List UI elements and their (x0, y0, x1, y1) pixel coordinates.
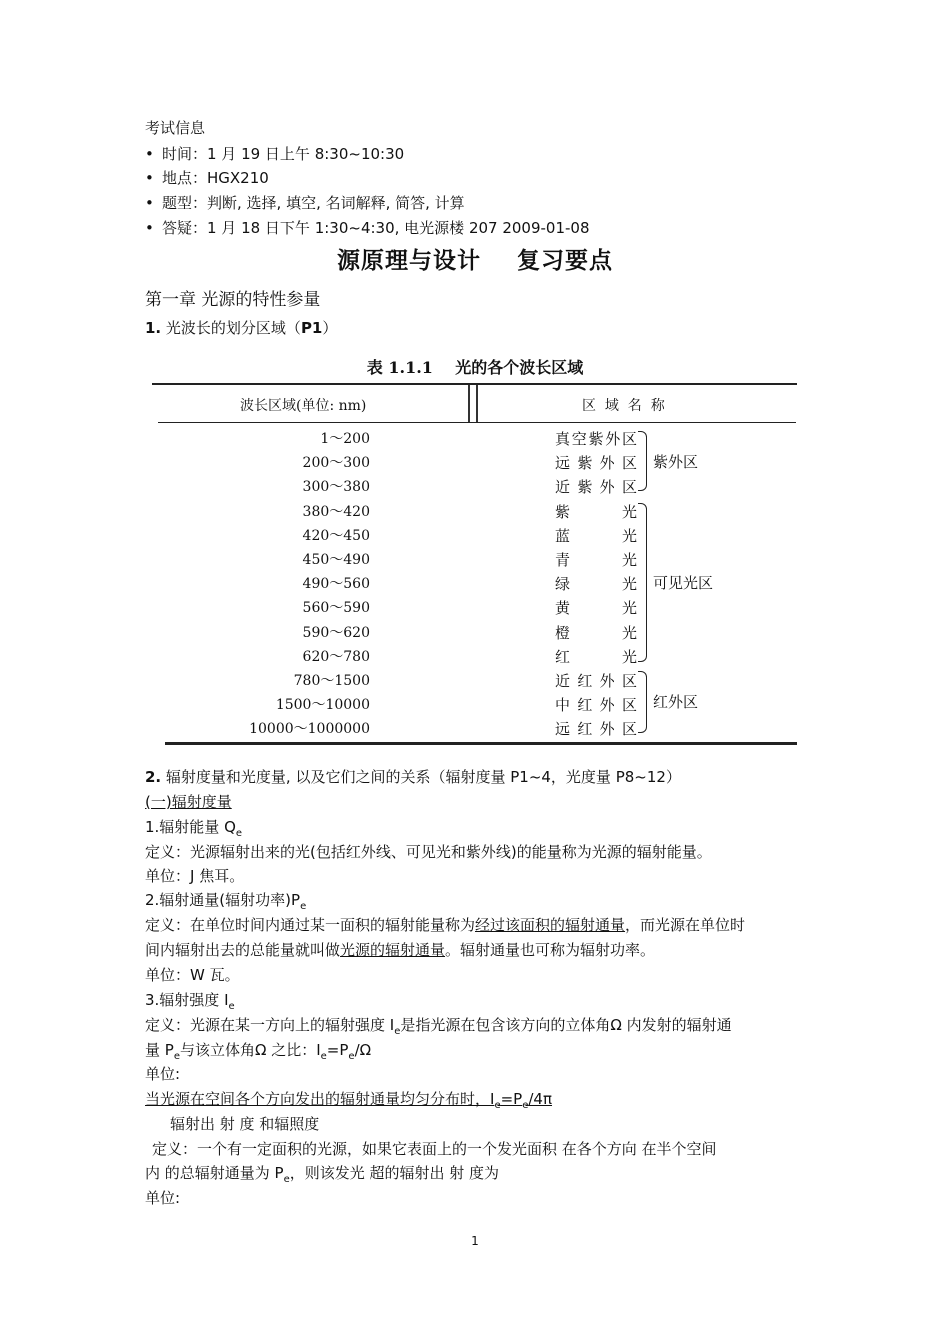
table-bottom-rule (165, 742, 797, 745)
table-cell-region-name (555, 622, 637, 643)
subscript-e: e (494, 1100, 501, 1111)
table-header-wavelength: 波长区域(单位: nm) (240, 398, 367, 414)
brace-ir (638, 671, 647, 733)
section-2-text: 辐射度量和光度量, 以及它们之间的关系（辐射度量 P1~4，光度量 P8~12） (165, 768, 681, 786)
region-name-char: 区 (621, 430, 637, 448)
page-title: 源原理与设计 复习要点 (336, 248, 614, 274)
table-cell-wavelength-range: 1500～10000 (275, 697, 370, 713)
section-1-heading (145, 318, 337, 338)
region-name-char: 红 (577, 696, 593, 714)
table-cell-wavelength-range: 590～620 (302, 625, 370, 641)
bullet-icon: • (145, 169, 154, 187)
region-name-char: 紫 (588, 430, 604, 448)
group-label-ir: 红外区 (653, 693, 699, 711)
table-header-divider-left (468, 385, 470, 423)
text-run: 是指光源在包含该方向的立体角Ω 内发射的辐射通 (400, 1016, 732, 1034)
region-name-char: 黄 (555, 599, 571, 617)
text-run: 定义：光源在某一方向上的辐射强度 I (145, 1016, 395, 1034)
radiant-exitance-definition-line-1: 定义：一个有一定面积的光源，如果它表面上的一个发光面积 在各个方向 在半个空间 (152, 1140, 717, 1158)
text-run: 与该立体角Ω 之比：I (179, 1041, 321, 1059)
exam-qa-session: 答疑：1 月 18 日下午 1:30~4:30, 电光源楼 207 2009-01-08 (162, 219, 590, 237)
region-name-char: 光 (621, 599, 637, 617)
bullet-icon: • (145, 194, 154, 212)
radiant-intensity-title (145, 990, 235, 1017)
radiant-flux-definition-line-1 (145, 915, 745, 935)
table-cell-region-name (555, 694, 637, 715)
region-name-char: 紫 (577, 454, 593, 472)
text-run: /Ω (354, 1041, 372, 1059)
underlined-term: 光源的辐射通量 (340, 941, 446, 959)
section-2-number: 2. (145, 768, 162, 786)
region-name-char: 光 (621, 527, 637, 545)
text-run: =P (326, 1041, 349, 1059)
table-cell-region-name (555, 525, 637, 546)
region-name-char: 区 (621, 672, 637, 690)
region-name-char: 区 (621, 696, 637, 714)
radiant-flux-definition-line-2 (145, 940, 655, 960)
brace-uv (638, 431, 647, 491)
region-name-char: 光 (621, 648, 637, 666)
subscript-e: e (228, 1001, 235, 1012)
table-cell-wavelength-range: 420～450 (302, 528, 370, 544)
table-cell-wavelength-range: 10000～1000000 (249, 721, 370, 737)
table-header-divider-right (476, 385, 478, 423)
region-name-char: 外 (599, 696, 615, 714)
group-label-uv: 紫外区 (653, 453, 699, 471)
table-cell-region-name (555, 573, 637, 594)
radiant-flux-title-text: 2.辐射通量(辐射功率)P (145, 891, 301, 909)
radiometry-subheading: (一)辐射度量 (145, 793, 232, 811)
text-run: =P (500, 1090, 523, 1108)
text-run: 间内辐射出去的总能量就叫做 (145, 941, 341, 959)
text-run: /4π (528, 1090, 553, 1108)
exam-info-heading: 考试信息 (145, 119, 206, 137)
exam-question-types: 题型：判断, 选择, 填空, 名词解释, 简答, 计算 (162, 194, 465, 212)
table-cell-wavelength-range: 300～380 (302, 479, 370, 495)
underlined-term: 经过该面积的辐射通量 (475, 916, 626, 934)
region-name-char: 近 (555, 672, 571, 690)
region-name-char: 外 (599, 478, 615, 496)
text-run: 当光源在空间各个方向发出的辐射通量均匀分布时，I (145, 1090, 495, 1108)
table-cell-region-name (555, 718, 637, 739)
region-name-char: 远 (555, 454, 571, 472)
text-run: ，则该发光 超的辐射出 射 度为 (289, 1164, 500, 1182)
text-run: 内 的总辐射通量为 P (145, 1164, 284, 1182)
subscript-e: e (320, 1051, 327, 1062)
chapter-heading: 第一章 光源的特性参量 (145, 290, 321, 310)
region-name-char: 紫 (555, 503, 571, 521)
table-cell-wavelength-range: 450～490 (302, 552, 370, 568)
radiant-exitance-unit: 单位: (145, 1189, 181, 1207)
section-1-text: 光波长的划分区域（ (165, 319, 301, 337)
brace-visible (638, 503, 647, 662)
region-name-char: 中 (555, 696, 571, 714)
radiant-intensity-definition-line-2 (145, 1040, 371, 1067)
radiant-exitance-definition-line-2 (145, 1163, 499, 1190)
section-2-heading (145, 767, 681, 787)
section-1-number: 1. (145, 319, 162, 337)
table-cell-region-name (555, 452, 637, 473)
region-name-char: 光 (621, 624, 637, 642)
subscript-e: e (522, 1100, 529, 1111)
region-name-char: 区 (621, 720, 637, 738)
region-name-char: 红 (555, 648, 571, 666)
table-cell-region-name (555, 476, 637, 497)
uniform-distribution-note (145, 1089, 552, 1116)
radiant-energy-title (145, 817, 242, 844)
table-cell-region-name (555, 597, 637, 618)
table-title: 表 1.1.1 光的各个波长区域 (366, 358, 584, 377)
region-name-char: 区 (621, 454, 637, 472)
region-name-char: 真 (555, 430, 571, 448)
table-cell-region-name (555, 646, 637, 667)
region-name-char: 外 (599, 672, 615, 690)
table-cell-wavelength-range: 490～560 (302, 576, 370, 592)
group-label-visible: 可见光区 (653, 574, 714, 592)
region-name-char: 近 (555, 478, 571, 496)
subscript-e: e (235, 828, 243, 839)
table-cell-wavelength-range: 380～420 (302, 504, 370, 520)
page-number: 1 (471, 1234, 479, 1248)
radiant-flux-title (145, 890, 306, 917)
table-cell-wavelength-range: 200～300 (302, 455, 370, 471)
subscript-e: e (300, 901, 307, 912)
bullet-icon: • (145, 219, 154, 237)
text-run: 量 P (145, 1041, 174, 1059)
table-header-rule (158, 422, 796, 423)
table-header-region-name: 区 域 名 称 (582, 398, 665, 414)
region-name-char: 蓝 (555, 527, 571, 545)
radiant-energy-title-text: 1.辐射能量 Q (145, 818, 236, 836)
region-name-char: 空 (571, 430, 587, 448)
radiant-intensity-unit: 单位: (145, 1065, 181, 1083)
region-name-char: 外 (599, 720, 615, 738)
region-name-char: 紫 (577, 478, 593, 496)
region-name-char: 青 (555, 551, 571, 569)
section-1-ref: P1 (300, 319, 323, 337)
region-name-char: 外 (599, 454, 615, 472)
radiant-exitance-title: 辐射出 射 度 和辐照度 (170, 1115, 320, 1133)
section-1-close: ） (322, 319, 338, 337)
exam-location: 地点：HGX210 (162, 169, 269, 187)
table-cell-region-name (555, 670, 637, 691)
text-run: ，而光源在单位时 (625, 916, 746, 934)
table-cell-wavelength-range: 560～590 (302, 600, 370, 616)
exam-time: 时间：1 月 19 日上午 8:30~10:30 (162, 145, 405, 163)
table-cell-region-name (555, 428, 637, 449)
subscript-e: e (394, 1026, 401, 1037)
region-name-char: 红 (577, 720, 593, 738)
table-cell-region-name (555, 549, 637, 570)
bullet-icon: • (145, 145, 154, 163)
region-name-char: 外 (605, 430, 621, 448)
region-name-char: 区 (621, 478, 637, 496)
text-run: 。辐射通量也可称为辐射功率。 (445, 941, 656, 959)
subscript-e: e (348, 1051, 355, 1062)
table-top-rule (152, 383, 797, 385)
region-name-char: 光 (621, 503, 637, 521)
region-name-char: 橙 (555, 624, 571, 642)
subscript-e: e (283, 1174, 290, 1185)
region-name-char: 远 (555, 720, 571, 738)
table-cell-wavelength-range: 780～1500 (293, 673, 370, 689)
region-name-char: 红 (577, 672, 593, 690)
table-cell-region-name (555, 501, 637, 522)
radiant-energy-definition: 定义：光源辐射出来的光(包括红外线、可见光和紫外线)的能量称为光源的辐射能量。 (145, 843, 712, 861)
subscript-e: e (173, 1051, 180, 1062)
table-cell-wavelength-range: 620～780 (302, 649, 370, 665)
radiant-flux-unit: 单位：W 瓦。 (145, 966, 240, 984)
radiant-intensity-definition-line-1 (145, 1015, 732, 1042)
region-name-char: 光 (621, 575, 637, 593)
region-name-char: 绿 (555, 575, 571, 593)
table-cell-wavelength-range: 1～200 (320, 431, 370, 447)
text-run: 定义：在单位时间内通过某一面积的辐射能量称为 (145, 916, 476, 934)
region-name-char: 光 (621, 551, 637, 569)
radiant-energy-unit: 单位：J 焦耳。 (145, 867, 245, 885)
radiant-intensity-title-text: 3.辐射强度 I (145, 991, 229, 1009)
